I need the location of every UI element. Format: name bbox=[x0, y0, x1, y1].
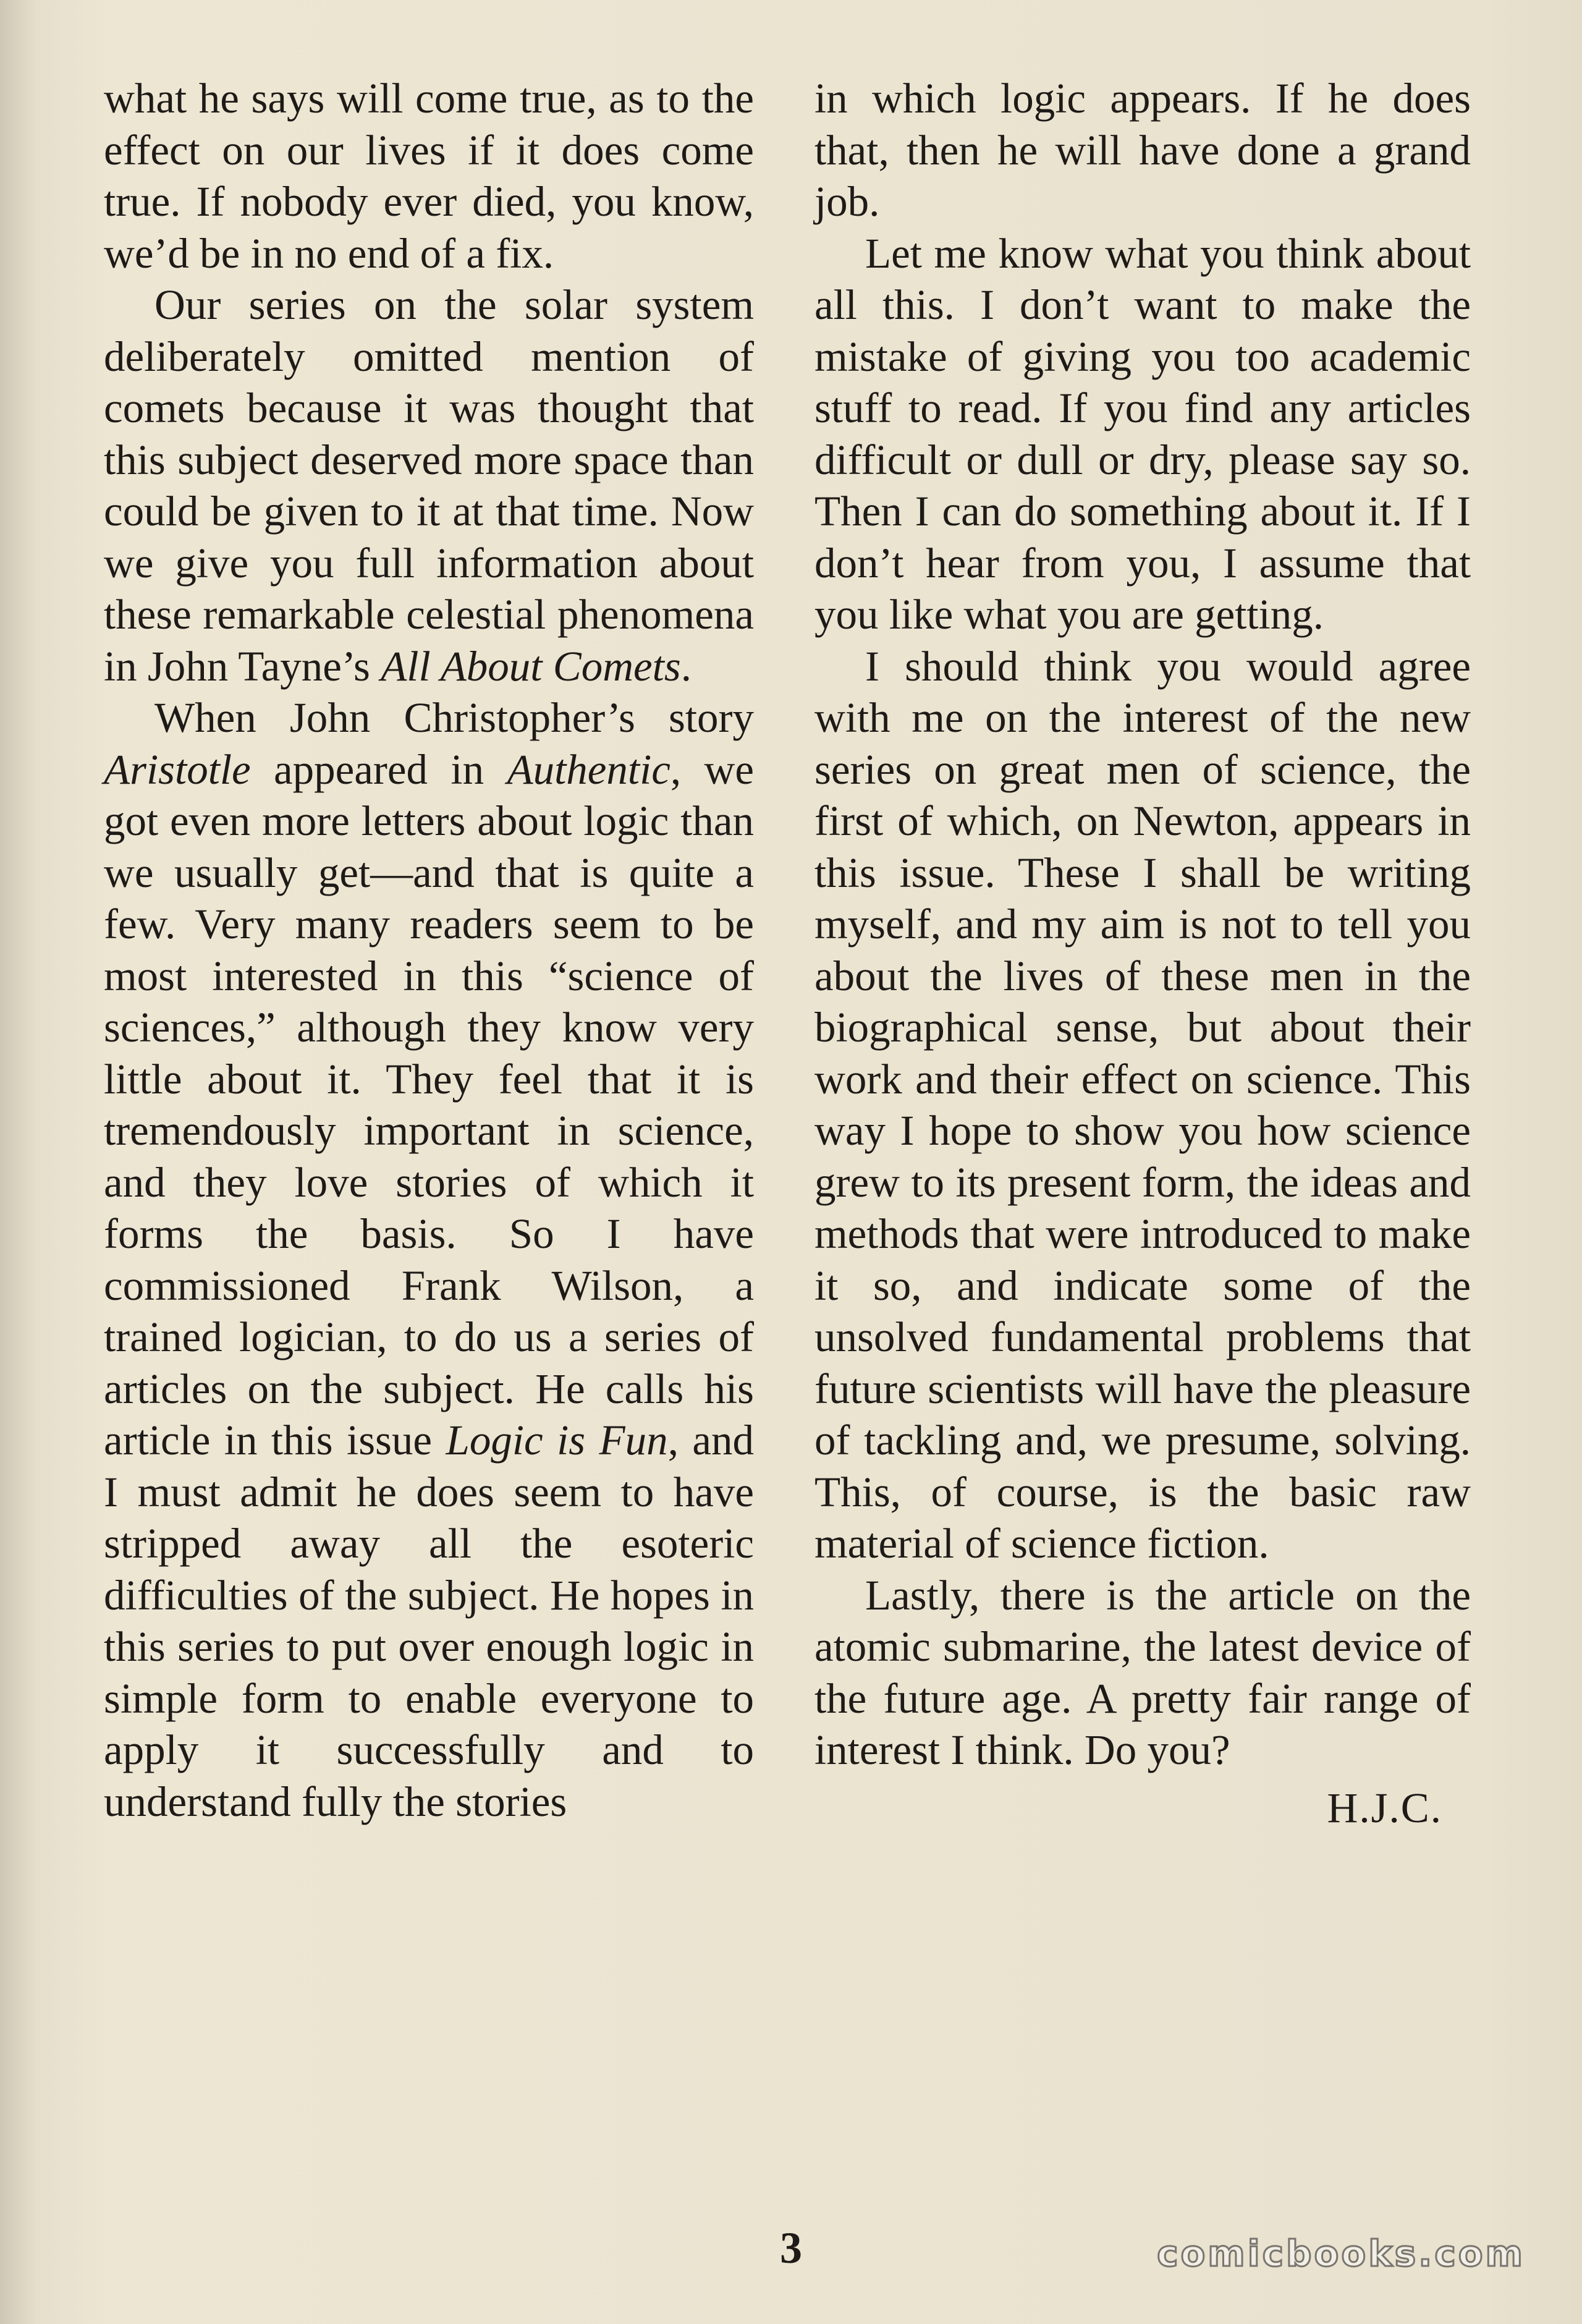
article-paragraph bbox=[104, 692, 754, 1828]
right-text-column bbox=[814, 73, 1471, 1834]
article-paragraph bbox=[814, 1570, 1471, 1776]
left-text-column bbox=[104, 73, 754, 1828]
article-paragraph bbox=[814, 228, 1471, 641]
article-paragraph bbox=[104, 279, 754, 692]
paragraph-text: appeared in bbox=[250, 745, 507, 793]
paragraph-text: , we got even more letters about logic than we usually get—and that is quite a few. Very many readers seem to be most interested in this “science of sciences,” although they know very little about it. They feel that it is tremendously important in science, and they love stories of which it forms the basis. So I have commissioned Frank Wilson, a trained logician, to do us a series of articles on the subject. He calls his article in this issue bbox=[104, 745, 754, 1464]
italic-title-text: All About Comets bbox=[381, 642, 681, 690]
author-signature: H.J.C. bbox=[1327, 1784, 1442, 1831]
paragraph-text: in which logic appears. If he does that, then he will have done a grand job. bbox=[814, 75, 1471, 225]
italic-title-text: Logic is Fun bbox=[446, 1417, 668, 1464]
paragraph-text: Let me know what you think about all this. I don’t want to make the mistake of giving you too academic stuff to read. If you find any articles difficult or dull or dry, please say so. Then I can do something about it. If I don’t hear from you, I assume that you like what you are getting. bbox=[814, 229, 1471, 638]
italic-title-text: Authentic bbox=[507, 745, 670, 793]
paragraph-text: Our series on the solar system deliberately omitted mention of comets because it was thought that this subject deserved more space than could be given to it at that time. Now we give you full information about these remarkable celestial phenomena in John Tayne’s bbox=[104, 281, 754, 690]
italic-title-text: Aristotle bbox=[104, 745, 251, 793]
watermark-logo: comicbooks.com bbox=[1157, 2233, 1525, 2275]
paragraph-text: When John Christopher’s story bbox=[154, 694, 754, 741]
article-paragraph bbox=[814, 73, 1471, 228]
paragraph-text: what he says will come true, as to the effect on our lives if it does come true. If nobody ever died, you know, we’d be in no end of a fix. bbox=[104, 75, 754, 277]
paragraph-text: , and I must admit he does seem to have stripped away all the esoteric difficulties of the subject. He hopes in this series to put over enough logic in simple form to enable everyone to apply it successfully and to understand fully the stories bbox=[104, 1417, 754, 1825]
paragraph-text: I should think you would agree with me on the interest of the new series on great men of science, the first of which, on Newton, appears in this issue. These I shall be writing myself, and my aim is not to tell you about the lives of these men in the biographical sense, but about their work and their effect on science. This way I hope to show you how science grew to its present form, the ideas and methods that were introduced to make it so, and indicate some of the unsolved fundamental problems that future scientists will have the pleasure of tackling and, we presume, solving. This, of course, is the basic raw material of science fiction. bbox=[814, 642, 1471, 1567]
paragraph-text: Lastly, there is the article on the atomic submarine, the latest device of the future age. A pretty fair range of interest I think. Do you? bbox=[814, 1571, 1471, 1773]
article-paragraph bbox=[814, 641, 1471, 1570]
article-paragraph bbox=[104, 73, 754, 279]
page-number: 3 bbox=[780, 2223, 802, 2273]
paragraph-text: . bbox=[680, 642, 692, 690]
